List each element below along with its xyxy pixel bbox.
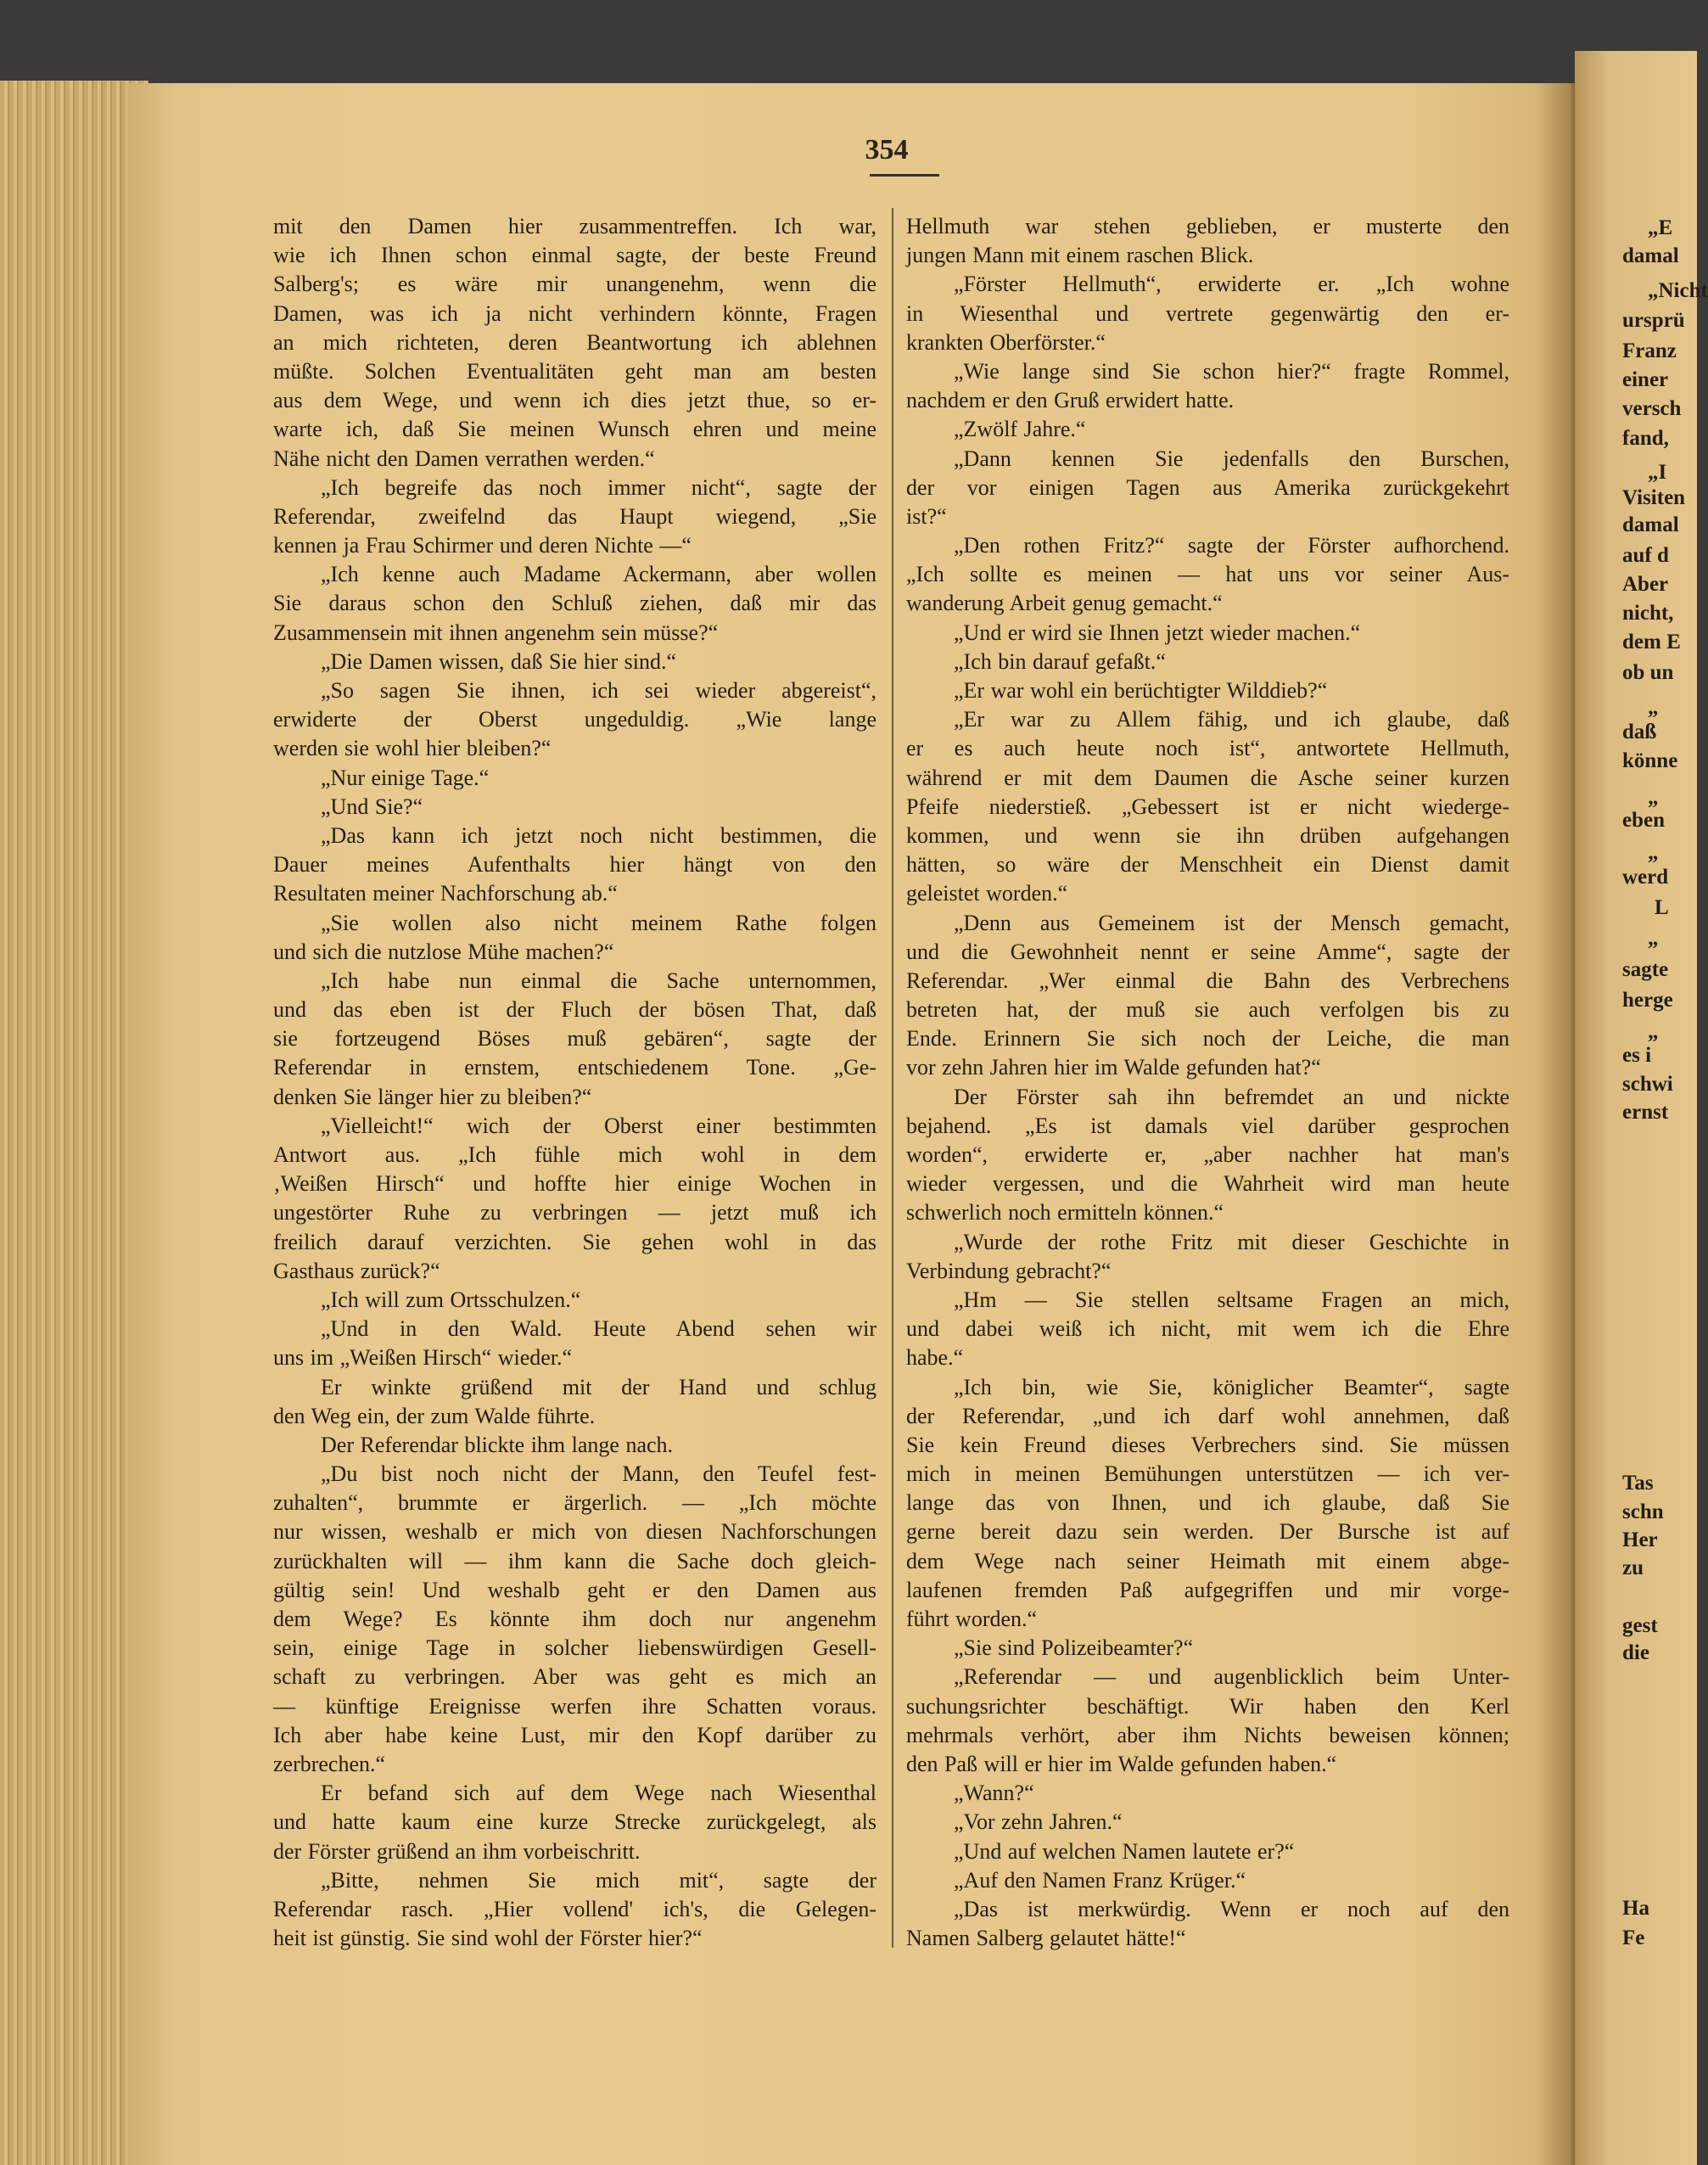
text-line: „Bitte, nehmen Sie mich mit“, sagte der [321,1867,876,1893]
paragraph [906,270,1509,357]
text-line: lange das von Ihnen, und ich glaube, daß Sie [906,1490,1509,1516]
text-line: nur wissen, weshalb er mich von diesen Nachforschungen [273,1519,876,1545]
right-text-column [906,212,1509,1953]
paragraph [273,822,876,909]
text-line: denken Sie länger hier zu bleiben?“ [273,1084,592,1109]
text-line: ungestörter Ruhe zu verbringen — jetzt muß ich [273,1200,876,1226]
paragraph [273,1373,876,1431]
text-line: „Referendar — und augenblicklich beim Unter- [954,1664,1509,1690]
text-line: sein, einige Tage in solcher liebenswürdigen Gesell- [273,1635,876,1661]
fragment-text: fand, [1622,426,1669,450]
text-line: Referendar, zweifelnd das Haupt wiegend, „Sie [273,503,876,529]
text-line: gültig sein! Und weshalb geht er den Damen aus [273,1577,876,1602]
fragment-text: werd [1622,866,1669,889]
text-line: „Wurde der rothe Fritz mit dieser Geschichte in [954,1229,1509,1254]
text-line: Pfeife niederstieß. „Gebessert ist er nicht wiederge- [906,794,1509,819]
text-line: „Ich begreife das noch immer nicht“, sagte der [321,474,876,500]
paragraph [906,1866,1509,1895]
text-line: „Du bist noch nicht der Mann, den Teufel fest- [321,1461,876,1487]
text-line: suchungsrichter beschäftigt. Wir haben den Kerl [906,1693,1509,1719]
text-line: „Hm — Sie stellen seltsame Fragen an mich, [954,1287,1509,1312]
fragment-text: eben [1622,809,1665,833]
text-line: „Ich habe nun einmal die Sache unternommen, [321,968,876,993]
text-line: Ende. Erinnern Sie sich noch der Leiche, die man [906,1026,1509,1052]
text-line: „Nur einige Tage.“ [321,765,490,790]
paragraph [906,1895,1509,1953]
text-line: warte ich, daß Sie meinen Wunsch ehren und meine [273,417,876,442]
text-line: wieder vergessen, und die Wahrheit wird man heute [906,1171,1509,1197]
text-line: vor zehn Jahren hier im Walde gefunden hat?“ [906,1055,1321,1080]
text-line: bejahend. „Es ist damals viel darüber gesprochen [906,1113,1509,1138]
text-line: „Dann kennen Sie jedenfalls den Burschen, [954,446,1509,471]
paragraph [273,1286,876,1315]
paragraph [273,1315,876,1372]
fragment-text: auf d [1622,543,1669,567]
paragraph [906,1286,1509,1373]
fragment-text: einer [1622,368,1669,392]
text-line: kommen, und wenn sie ihn drüben aufgehangen [906,822,1509,848]
fragment-text: Fe [1622,1926,1645,1949]
fragment-text: Aber [1622,573,1669,597]
paragraph [273,648,876,676]
text-line: er es auch heute noch ist“, antwortete Hellmuth, [906,736,1509,761]
text-line: „Und Sie?“ [321,794,423,819]
text-line: „Vor zehn Jahren.“ [954,1809,1123,1835]
paragraph [273,474,876,561]
text-line: — künftige Ereignisse werfen ihre Schatten voraus. [273,1693,876,1719]
fragment-text: schn [1622,1500,1664,1524]
paragraph [906,619,1509,648]
text-line: worden“, erwiderte er, „aber nachher hat man's [906,1142,1509,1167]
column-divider [892,208,893,1948]
paragraph [273,212,876,474]
text-line: Hellmuth war stehen geblieben, er musterte den [906,214,1509,238]
text-line: „Auf den Namen Franz Krüger.“ [954,1867,1246,1893]
paragraph [906,1373,1509,1635]
paragraph [906,676,1509,705]
paragraph [906,648,1509,676]
text-line: Verbindung gebracht?“ [906,1258,1112,1283]
text-line: „Die Damen wissen, daß Sie hier sind.“ [321,648,677,674]
text-line: Dauer meines Aufenthalts hier hängt von den [273,852,876,878]
text-line: „Und auf welchen Namen lautete er?“ [954,1838,1295,1864]
fragment-text: ob un [1622,661,1674,685]
text-line: den Weg ein, der zum Walde führte. [273,1403,596,1428]
fragment-text: herge [1622,988,1673,1012]
text-line: Er befand sich auf dem Wege nach Wiesenthal [321,1781,876,1806]
fragment-text: „ [1648,926,1659,950]
fragment-text: ursprü [1622,309,1685,333]
fragment-text: „ [1648,1020,1659,1044]
text-line: der Referendar, „und ich darf wohl annehmen, daß [906,1403,1509,1428]
text-line: jungen Mann mit einem raschen Blick. [906,243,1254,268]
fragment-text: es i [1622,1043,1652,1067]
fragment-text: Her [1622,1528,1658,1551]
text-line: „Zwölf Jahre.“ [954,417,1086,442]
text-line: schwerlich noch ermitteln können.“ [906,1200,1224,1226]
fragment-text: könne [1622,749,1678,773]
fragment-text: Ha [1622,1897,1649,1921]
text-line: Sie daraus schon den Schluß ziehen, daß mir das [273,591,876,616]
text-line: an mich richteten, deren Beantwortung ich ablehnen [273,329,876,355]
text-line: wanderung Arbeit genug gemacht.“ [906,591,1223,616]
text-line: zurückhalten will — ihm kann die Sache doch gleich- [273,1548,876,1573]
paragraph [906,1228,1509,1286]
text-line: heit ist günstig. Sie sind wohl der Förster hier?“ [273,1926,703,1951]
text-line: Salberg's; es wäre mir unangenehm, wenn die [273,272,876,297]
text-line: „Er war zu Allem fähig, und ich glaube, daß [954,707,1509,732]
fragment-text: L [1655,895,1669,919]
text-line: „Vielleicht!“ wich der Oberst einer bestimmten [321,1113,876,1138]
text-line: „Ich bin, wie Sie, königlicher Beamter“, sagte [954,1374,1509,1399]
fragment-text: schwi [1622,1073,1673,1097]
fragment-text: Visiten [1622,485,1686,509]
text-line: „Ich sollte es meinen — hat uns vor seiner Aus- [906,562,1509,587]
text-line: Damen, was ich ja nicht verhindern könnte, Fragen [273,300,876,326]
text-line: „So sagen Sie ihnen, ich sei wieder abgereist“, [321,678,876,703]
text-line: „Er war wohl ein berüchtigter Wilddieb?“ [954,678,1328,703]
text-line: Referendar in ernstem, entschiedenem Tone. „Ge- [273,1055,876,1080]
fragment-text: damal [1622,513,1679,537]
text-line: „Ich kenne auch Madame Ackermann, aber wollen [321,562,876,587]
text-line: ist?“ [906,503,947,529]
text-line: „Denn aus Gemeinem ist der Mensch gemacht, [954,910,1509,935]
page-number: 354 [865,134,909,165]
text-line: werden sie wohl hier bleiben?“ [273,736,552,761]
paragraph [273,1460,876,1779]
fragment-text: ernst [1622,1100,1669,1124]
left-text-column [273,212,876,1953]
text-line: laufenen fremden Paß aufgegriffen und mir vorge- [906,1577,1509,1602]
text-line: Namen Salberg gelautet hätte!“ [906,1926,1186,1951]
text-line: der vor einigen Tagen aus Amerika zurückgekehrt [906,474,1509,500]
text-line: müßte. Solchen Eventualitäten geht man am besten [273,358,876,384]
text-line: und dabei weiß ich nicht, mit wem ich die Ehre [906,1316,1509,1342]
text-line: „Das kann ich jetzt noch nicht bestimmen, die [321,822,876,848]
paragraph [906,357,1509,415]
text-line: und das eben ist der Fluch der bösen That, daß [273,997,876,1023]
text-line: dem Wege nach seiner Heimath mit einem abge- [906,1548,1509,1573]
text-line: geleistet worden.“ [906,881,1068,906]
paragraph [273,1431,876,1460]
paragraph [906,1808,1509,1837]
paragraph [906,1083,1509,1228]
text-line: der Förster grüßend an ihm vorbeischritt. [273,1838,641,1864]
fragment-text: Franz [1622,339,1677,363]
text-line: in Wiesenthal und vertrete gegenwärtig den er- [906,300,1509,326]
paragraph [273,1112,876,1286]
paragraph [906,415,1509,444]
text-line: und die Gewohnheit nennt er seine Amme“, sagte der [906,939,1509,964]
text-line: krankten Oberförster.“ [906,329,1106,355]
fragment-text: Tas [1622,1472,1654,1495]
text-line: mit den Damen hier zusammentreffen. Ich war, [273,214,876,238]
fragment-text: sagte [1622,958,1669,982]
fragment-text: gest [1622,1613,1658,1637]
text-line: Er winkte grüßend mit der Hand und schlug [321,1374,876,1399]
paragraph [906,1663,1509,1779]
fragment-text: „ [1648,785,1659,809]
text-line: führt worden.“ [906,1607,1038,1631]
text-line: erwiderte der Oberst ungeduldig. „Wie lange [273,707,876,732]
text-line: sie fortzeugend Böses muß gebären“, sagte der [273,1026,876,1052]
text-line: hätten, so wäre der Menschheit ein Dienst damit [906,852,1509,878]
paragraph [273,793,876,822]
text-line: Referendar. „Wer einmal die Bahn des Verbrechens [906,968,1509,993]
scan-background [0,0,1697,83]
text-line: „Das ist merkwürdig. Wenn er noch auf den [954,1896,1509,1921]
text-line: zerbrechen.“ [273,1751,386,1776]
text-line: „Und er wird sie Ihnen jetzt wieder machen.“ [954,620,1361,645]
text-line: Ich aber habe keine Lust, mir den Kopf darüber zu [273,1722,876,1747]
paragraph [273,967,876,1112]
text-line: „Wann?“ [954,1781,1034,1806]
text-line: den Paß will er hier im Walde gefunden haben.“ [906,1751,1337,1776]
paragraph [273,676,876,764]
text-line: „Ich bin darauf gefaßt.“ [954,648,1166,674]
text-line: „Ich will zum Ortsschulzen.“ [321,1287,581,1312]
text-line: Zusammensein mit ihnen angenehm sein müsse?“ [273,620,719,645]
text-line: schaft zu verbringen. Aber was geht es mich an [273,1664,876,1690]
paragraph [906,705,1509,908]
paragraph [906,1837,1509,1866]
paragraph [906,531,1509,619]
text-line: dem Wege? Es könnte ihm doch nur angenehm [273,1607,876,1631]
fragment-text: daß [1622,721,1657,744]
fragment-text: zu [1622,1556,1644,1579]
text-line: Antwort aus. „Ich fühle mich wohl in dem [273,1142,876,1167]
text-line: wie ich Ihnen schon einmal sagte, der beste Freund [273,243,876,268]
text-line: „Sie wollen also nicht meinem Rathe folgen [321,910,876,935]
fragment-text: „E [1648,216,1673,240]
fragment-text: die [1622,1641,1649,1665]
text-line: „Sie sind Polizeibeamter?“ [954,1635,1194,1661]
text-line: mehrmals verhört, aber ihm Nichts beweisen können; [906,1722,1509,1747]
paragraph [906,909,1509,1083]
fragment-text: damal [1622,244,1679,267]
paragraph [273,1866,876,1954]
text-line: und hatte kaum eine kurze Strecke zurückgelegt, als [273,1809,876,1835]
text-line: mich in meinen Bemühungen unterstützen — ich ver- [906,1461,1509,1487]
text-line: „Und in den Wald. Heute Abend sehen wir [321,1316,876,1342]
text-line: Nähe nicht den Damen verrathen werden.“ [273,446,655,471]
fragment-text: versch [1622,397,1682,421]
text-line: nachdem er den Gruß erwidert hatte. [906,388,1235,413]
fragment-text: „I [1648,461,1667,485]
fragment-text: dem E [1622,631,1681,654]
paragraph [906,1634,1509,1663]
paragraph [906,445,1509,532]
page-number-rule [870,174,939,177]
paragraph [273,1779,876,1866]
fragment-text: „ [1648,840,1659,864]
text-line: „Wie lange sind Sie schon hier?“ fragte Rommel, [954,358,1509,384]
page-stack-edges [0,81,148,2165]
text-line: und sich die nutzlose Mühe machen?“ [273,939,614,964]
text-line: gerne bereit dazu sein werden. Der Bursche ist auf [906,1519,1509,1545]
text-line: aus dem Wege, und wenn ich dies jetzt thue, so er- [273,388,876,413]
text-line: Der Förster sah ihn befremdet an und nickte [954,1084,1509,1109]
text-line: zuhalten“, brummte er ärgerlich. — „Ich möchte [273,1490,876,1516]
text-line: Sie kein Freund dieses Verbrechers sind. Sie müssen [906,1432,1509,1457]
paragraph [273,560,876,648]
fragment-text: „Nicht [1648,278,1708,302]
text-line: Gasthaus zurück?“ [273,1258,440,1283]
text-line: habe.“ [906,1345,964,1371]
paragraph [906,1779,1509,1808]
paragraph [273,909,876,967]
text-line: Der Referendar blickte ihm lange nach. [321,1432,674,1457]
fragment-text: „ [1648,695,1659,719]
paragraph [273,764,876,793]
text-line: kennen ja Frau Schirmer und deren Nichte —“ [273,533,692,558]
text-line: ‚Weißen Hirsch“ und hoffte hier einige Wochen in [273,1171,876,1197]
text-line: Referendar rasch. „Hier vollend' ich's, die Gelegen- [273,1896,876,1921]
text-line: „Den rothen Fritz?“ sagte der Förster aufhorchend. [954,533,1509,558]
text-line: freilich darauf verzichten. Sie gehen wohl in das [273,1229,876,1254]
fragment-text: nicht, [1622,602,1674,625]
text-line: Resultaten meiner Nachforschung ab.“ [273,881,618,906]
text-line: während er mit dem Daumen die Asche seiner kurzen [906,765,1509,790]
paragraph [906,212,1509,270]
text-line: betreten hat, der muß sie auch verfolgen bis zu [906,997,1509,1023]
text-line: „Förster Hellmuth“, erwiderte er. „Ich wohne [954,272,1509,297]
text-line: uns im „Weißen Hirsch“ wieder.“ [273,1345,573,1371]
